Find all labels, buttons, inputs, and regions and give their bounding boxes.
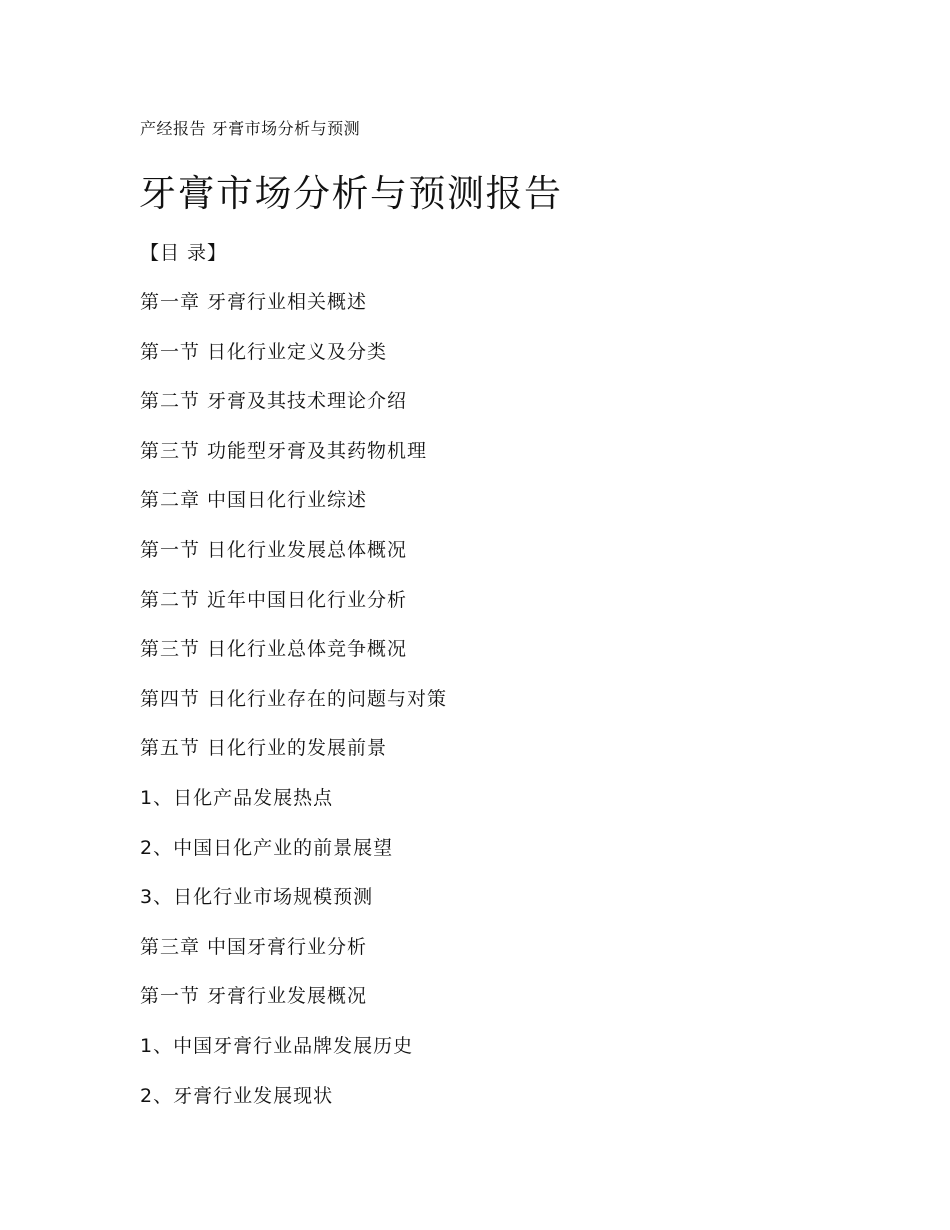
table-of-contents bbox=[140, 290, 447, 1133]
toc-item: 第五节 日化行业的发展前景 bbox=[140, 737, 388, 760]
toc-item: 第一节 日化行业定义及分类 bbox=[140, 340, 388, 363]
toc-item: 第三节 日化行业总体竞争概况 bbox=[140, 638, 408, 661]
toc-heading: 【目 录】 bbox=[140, 242, 228, 264]
toc-item: 第三节 功能型牙膏及其药物机理 bbox=[140, 439, 428, 462]
document-title: 牙膏市场分析与预测报告 bbox=[139, 172, 563, 215]
toc-item: 2、牙膏行业发展现状 bbox=[140, 1084, 334, 1107]
toc-item: 第四节 日化行业存在的问题与对策 bbox=[140, 687, 448, 710]
toc-item: 3、日化行业市场规模预测 bbox=[140, 886, 374, 909]
toc-item: 第一章 牙膏行业相关概述 bbox=[140, 291, 368, 313]
toc-item: 1、中国牙膏行业品牌发展历史 bbox=[140, 1034, 414, 1057]
running-header: 产经报告 牙膏市场分析与预测 bbox=[140, 119, 361, 138]
toc-item: 第二节 近年中国日化行业分析 bbox=[140, 588, 408, 611]
toc-item: 第三章 中国牙膏行业分析 bbox=[140, 935, 368, 958]
toc-item: 第一节 牙膏行业发展概况 bbox=[140, 985, 368, 1008]
toc-item: 第二节 牙膏及其技术理论介绍 bbox=[140, 390, 408, 413]
toc-item: 第一节 日化行业发展总体概况 bbox=[140, 538, 408, 561]
toc-item: 第二章 中国日化行业综述 bbox=[140, 489, 368, 512]
toc-item: 1、日化产品发展热点 bbox=[140, 786, 334, 809]
toc-item: 2、中国日化产业的前景展望 bbox=[140, 836, 394, 859]
